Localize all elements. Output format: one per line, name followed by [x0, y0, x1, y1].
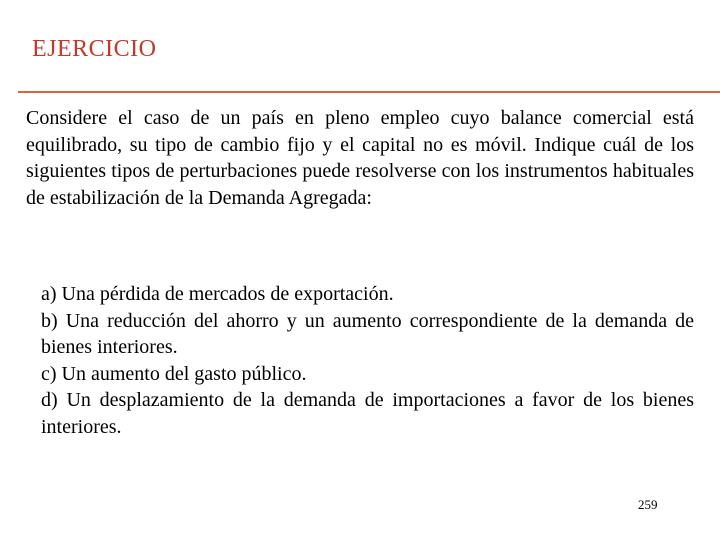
- exercise-statement: Considere el caso de un país en pleno empleo cuyo balance comercial está equilibrado, su tipo de cambio fijo y el capital no es móvil. Indique cuál de los siguientes tipos de perturbaciones puede resolverse con los instrumentos habituales de estabilización de la Demanda Agregada:: [26, 107, 694, 209]
- option-c: c) Un aumento del gasto público.: [41, 362, 307, 385]
- answer-options: [41, 281, 694, 440]
- slide-title: EJERCICIO: [32, 36, 157, 62]
- page-number: 259: [638, 497, 658, 512]
- option-a: a) Una pérdida de mercados de exportación.: [41, 283, 394, 305]
- option-b: b) Una reducción del ahorro y un aumento correspondiente de la demanda de bienes interiores.: [41, 309, 694, 358]
- option-d: d) Un desplazamiento de la demanda de importaciones a favor de los bienes interiores.: [41, 389, 694, 438]
- title-divider: [18, 91, 720, 93]
